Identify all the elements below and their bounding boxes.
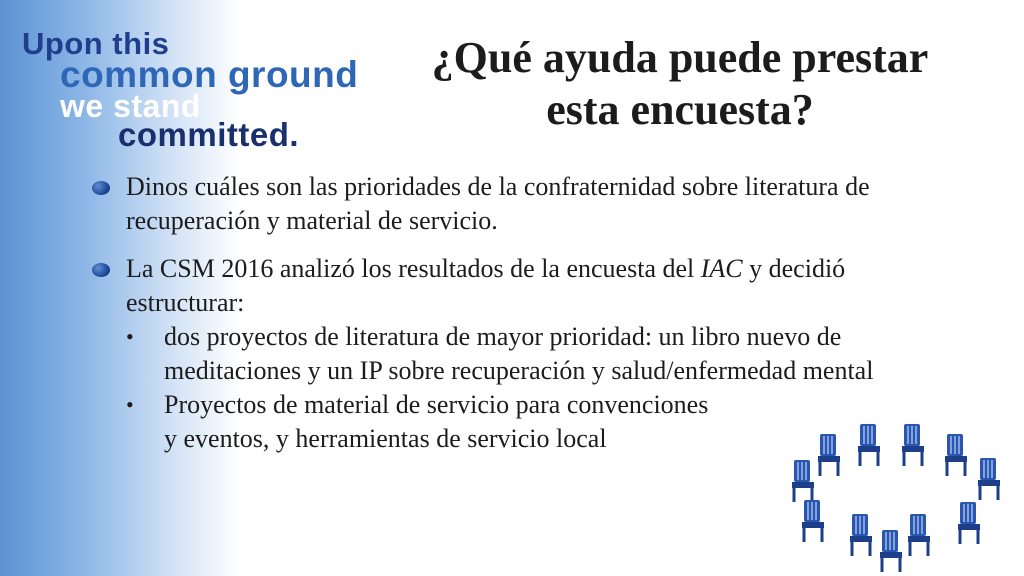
title-line-1: ¿Qué ayuda puede prestar <box>431 33 929 82</box>
sub-bullet-dot: • <box>126 392 134 417</box>
sub-bullet-item <box>90 320 940 388</box>
slide-title <box>380 32 980 136</box>
bullet-dot-icon <box>92 263 110 277</box>
logo-line-2: common ground <box>60 54 359 95</box>
title-line-2: esta encuesta? <box>546 85 814 134</box>
logo-line-1: Upon this <box>22 26 170 61</box>
sub-bullet-text: Proyectos de material de servicio para convenciones y eventos, y herramientas de servicio local <box>164 390 709 453</box>
bullet-text: La CSM 2016 analizó los resultados de la encuesta del <box>126 254 701 283</box>
upon-this-common-ground-logo <box>22 24 382 154</box>
bullet-item <box>90 170 940 238</box>
sub-bullet-text: dos proyectos de literatura de mayor prioridad: un libro nuevo de meditaciones y un IP sobre recuperación y salud/enfermedad mental <box>164 322 874 385</box>
bullet-text: y decidió estructurar: <box>126 254 846 317</box>
sub-bullet-item <box>90 388 724 456</box>
bullet-dot-icon <box>92 181 110 195</box>
slide-content <box>90 170 940 456</box>
sub-bullet-dot: • <box>126 324 134 349</box>
chairs-circle-icon <box>782 418 1012 576</box>
logo-line-3: we stand <box>60 88 201 124</box>
bullet-item <box>90 252 940 320</box>
logo-line-4: committed. <box>118 116 300 153</box>
bullet-text: Dinos cuáles son las prioridades de la confraternidad sobre literatura de recuperación y material de servicio. <box>126 172 870 235</box>
bullet-text-italic: IAC <box>700 254 743 283</box>
